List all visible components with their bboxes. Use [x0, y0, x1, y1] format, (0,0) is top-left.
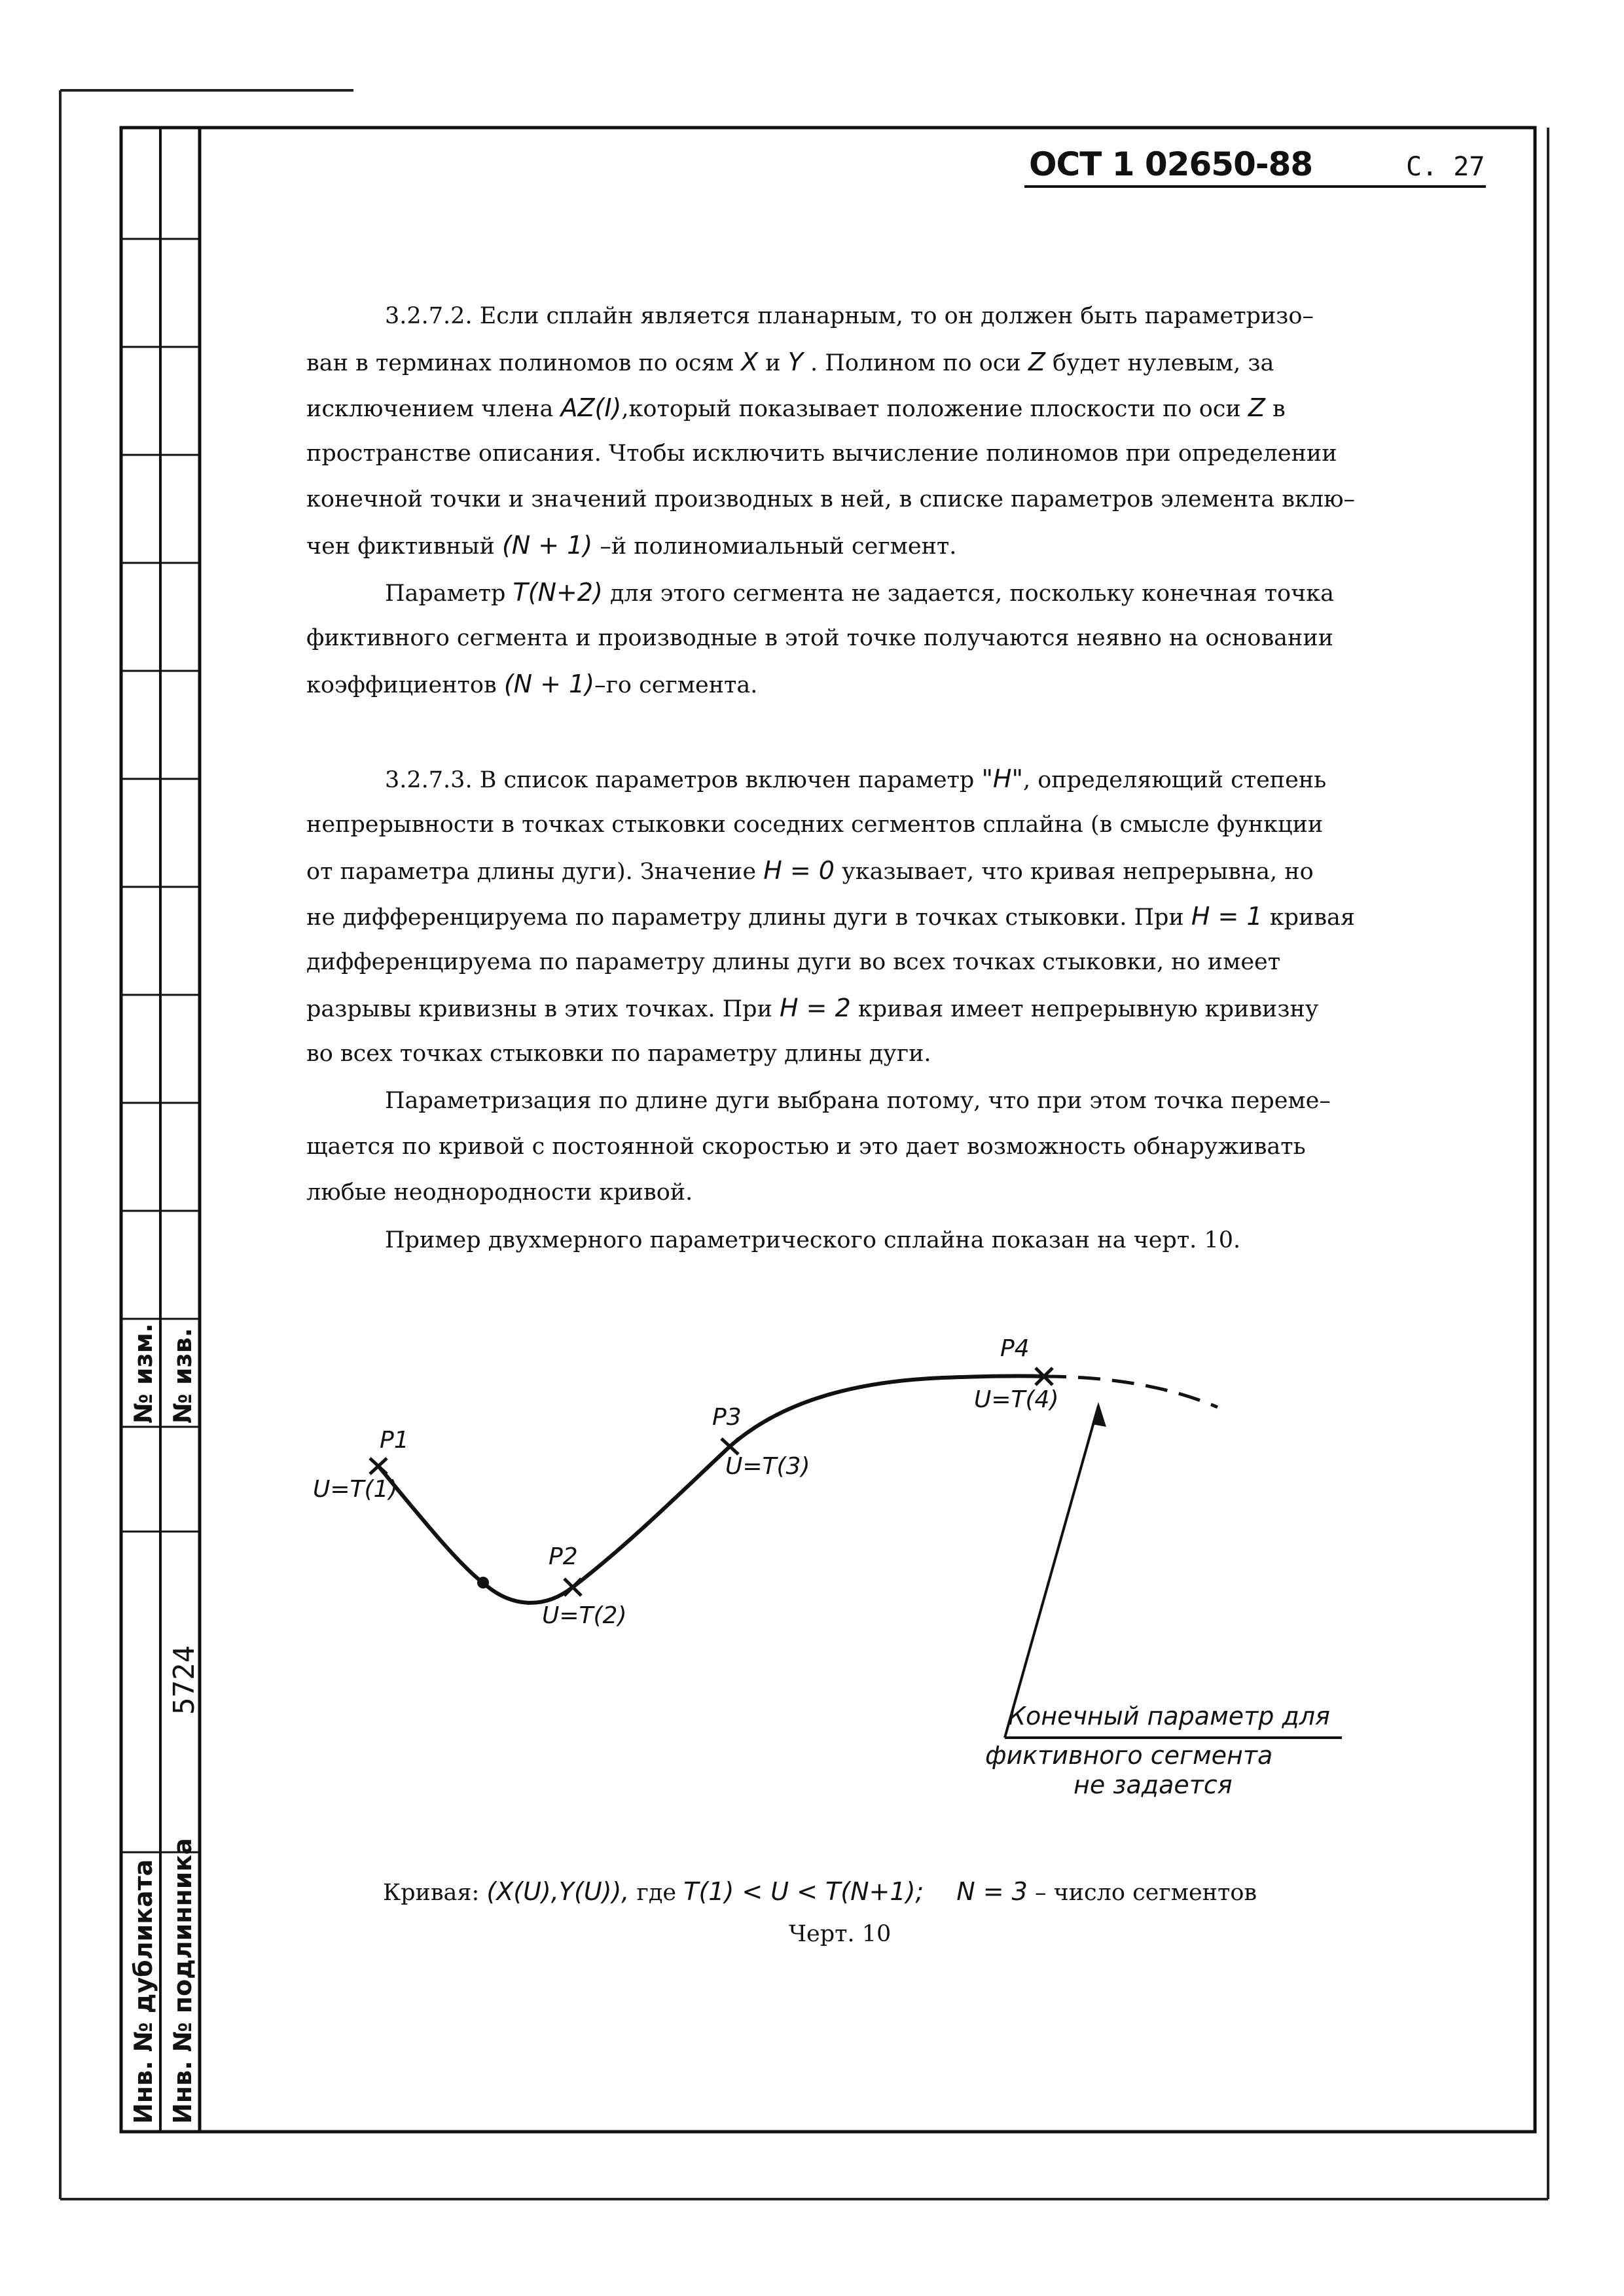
paragraph-line: дифференцируема по параметру длины дуги во всех точках стыковки, но имеет	[306, 949, 1281, 975]
paragraph-line: 3.2.7.3. В список параметров включен параметр "H", определяющий степень	[385, 764, 1327, 793]
note-line-2: фиктивного сегмента	[985, 1741, 1273, 1770]
spline-curve	[378, 1376, 1044, 1602]
doc-code: ОСТ 1 02650-88	[1029, 145, 1313, 183]
paragraph-line: разрывы кривизны в этих точках. При H = 2 кривая имеет непрерывную кривизну	[306, 994, 1319, 1022]
spline-figure	[370, 1368, 1342, 1738]
stamp-izv: № изв.	[168, 1327, 197, 1424]
fictive-segment-dashed	[1044, 1376, 1218, 1407]
stamp-podlinnik: Инв. № подлинника	[168, 1838, 197, 2124]
paragraph-line: пространстве описания. Чтобы исключить вычисление полиномов при определении	[306, 440, 1337, 467]
label-p3: P3	[712, 1404, 742, 1431]
note-line-3: не задается	[1074, 1770, 1233, 1799]
label-u3: U=T(3)	[725, 1453, 810, 1480]
paragraph-line: исключением члена AZ(I),который показывает положение плоскости по оси Z в	[306, 393, 1286, 422]
label-p2: P2	[549, 1543, 578, 1570]
paragraph-line: коэффициентов (N + 1)–го сегмента.	[306, 670, 758, 698]
paragraph-line: чен фиктивный (N + 1) –й полиномиальный сегмент.	[306, 531, 957, 560]
leader-line	[1005, 1406, 1342, 1738]
paragraph-line: от параметра длины дуги). Значение H = 0 указывает, что кривая непрерывна, но	[306, 856, 1314, 885]
stamp-dublikat: Инв. № дубликата	[129, 1859, 158, 2124]
paragraph-line: Пример двухмерного параметрического сплайна показан на черт. 10.	[385, 1227, 1241, 1253]
paragraph-line: фиктивного сегмента и производные в этой точке получаются неявно на основании	[306, 625, 1334, 651]
page-number: С. 27	[1406, 152, 1485, 182]
paragraph-line: любые неоднородности кривой.	[306, 1179, 693, 1206]
paragraph-line: 3.2.7.2. Если сплайн является планарным, то он должен быть параметризо–	[385, 303, 1314, 329]
paragraph-line: Параметризация по длине дуги выбрана потому, что при этом точка переме–	[385, 1088, 1331, 1114]
paragraph-line: Параметр T(N+2) для этого сегмента не задается, поскольку конечная точка	[385, 578, 1334, 607]
label-p1: P1	[380, 1427, 409, 1454]
paragraph-line: конечной точки и значений производных в ней, в списке параметров элемента вклю–	[306, 486, 1356, 512]
paragraph-line: во всех точках стыковки по параметру длины дуги.	[306, 1041, 931, 1067]
figure-caption: Черт. 10	[789, 1921, 892, 1947]
label-u4: U=T(4)	[974, 1386, 1059, 1413]
label-u1: U=T(1)	[313, 1476, 398, 1503]
label-u2: U=T(2)	[542, 1602, 627, 1629]
figure-formula: Кривая: (X(U),Y(U)), где T(1) < U < T(N+1); N = 3 – число сегментов	[383, 1877, 1257, 1906]
paragraph-line: ван в терминах полиномов по осям X и Y . Полином по оси Z будет нулевым, за	[306, 348, 1274, 376]
label-p4: P4	[1000, 1335, 1030, 1362]
stamp-number: 5724	[168, 1645, 201, 1715]
stamp-izm: № изм.	[129, 1323, 158, 1424]
leader-arrowhead	[1092, 1402, 1106, 1427]
note-line-1: Конечный параметр для	[1008, 1702, 1330, 1731]
paragraph-line: непрерывности в точках стыковки соседних сегментов сплайна (в смысле функции	[306, 812, 1324, 838]
paragraph-line: щается по кривой с постоянной скоростью и это дает возможность обнаруживать	[306, 1134, 1306, 1160]
paragraph-line: не дифференцируема по параметру длины дуги в точках стыковки. При H = 1 кривая	[306, 902, 1355, 931]
